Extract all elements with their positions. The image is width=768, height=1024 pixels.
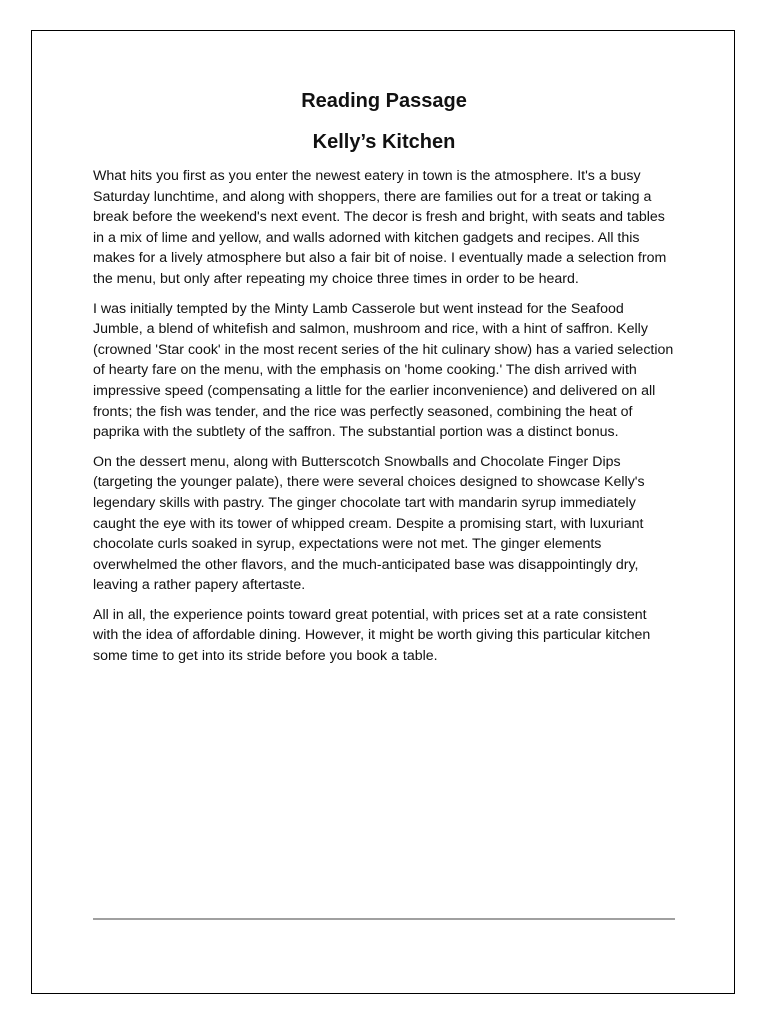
paragraph-3: On the dessert menu, along with Butterscotch Snowballs and Chocolate Finger Dips (targeting the younger palate), there were several choices designed to showcase Kelly's legendary skills with pastry. The ginger chocolate tart with mandarin syrup immediately caught the eye with its tower of whipped cream. Despite a promising start, with luxuriant chocolate curls soaked in syrup, expectations were not met. The ginger elements overwhelmed the other flavors, and the much-anticipated base was disappointingly dry, leaving a rather papery aftertaste.: [93, 453, 645, 594]
paragraph-1: What hits you first as you enter the newest eatery in town is the atmosphere. It's a busy Saturday lunchtime, and along with shoppers, there are families out for a treat or taking a break before the weekend's next event. The decor is fresh and bright, with seats and tables in a mix of lime and yellow, and walls adorned with kitchen gadgets and recipes. All this makes for a lively atmosphere but also a fair bit of noise. I eventually made a selection from the menu, but only after repeating my choice three times in order to be heard.: [93, 168, 667, 287]
page-title: Reading Passage: [301, 90, 467, 112]
document-content: [93, 87, 675, 676]
paragraph-4: All in all, the experience points toward great potential, with prices set at a rate consistent with the idea of affordable dining. However, it might be worth giving this particular kitchen some time to get into its stride before you book a table.: [93, 606, 651, 665]
passage-title: Kelly’s Kitchen: [312, 131, 456, 153]
paragraph-2: I was initially tempted by the Minty Lamb Casserole but went instead for the Seafood Jumble, a blend of whitefish and salmon, mushroom and rice, with a hint of saffron. Kelly (crowned 'Star cook' in the most recent series of the hit culinary show) has a varied selection of hearty fare on the menu, with the emphasis on 'home cooking.' The dish arrived with impressive speed (compensating a little for the earlier inconvenience) and delivered on all fronts; the fish was tender, and the rice was perfectly seasoned, combining the heat of paprika with the subtlety of the saffron. The substantial portion was a distinct bonus.: [93, 300, 674, 441]
document-page: [31, 30, 735, 994]
footer-divider: [93, 918, 675, 920]
